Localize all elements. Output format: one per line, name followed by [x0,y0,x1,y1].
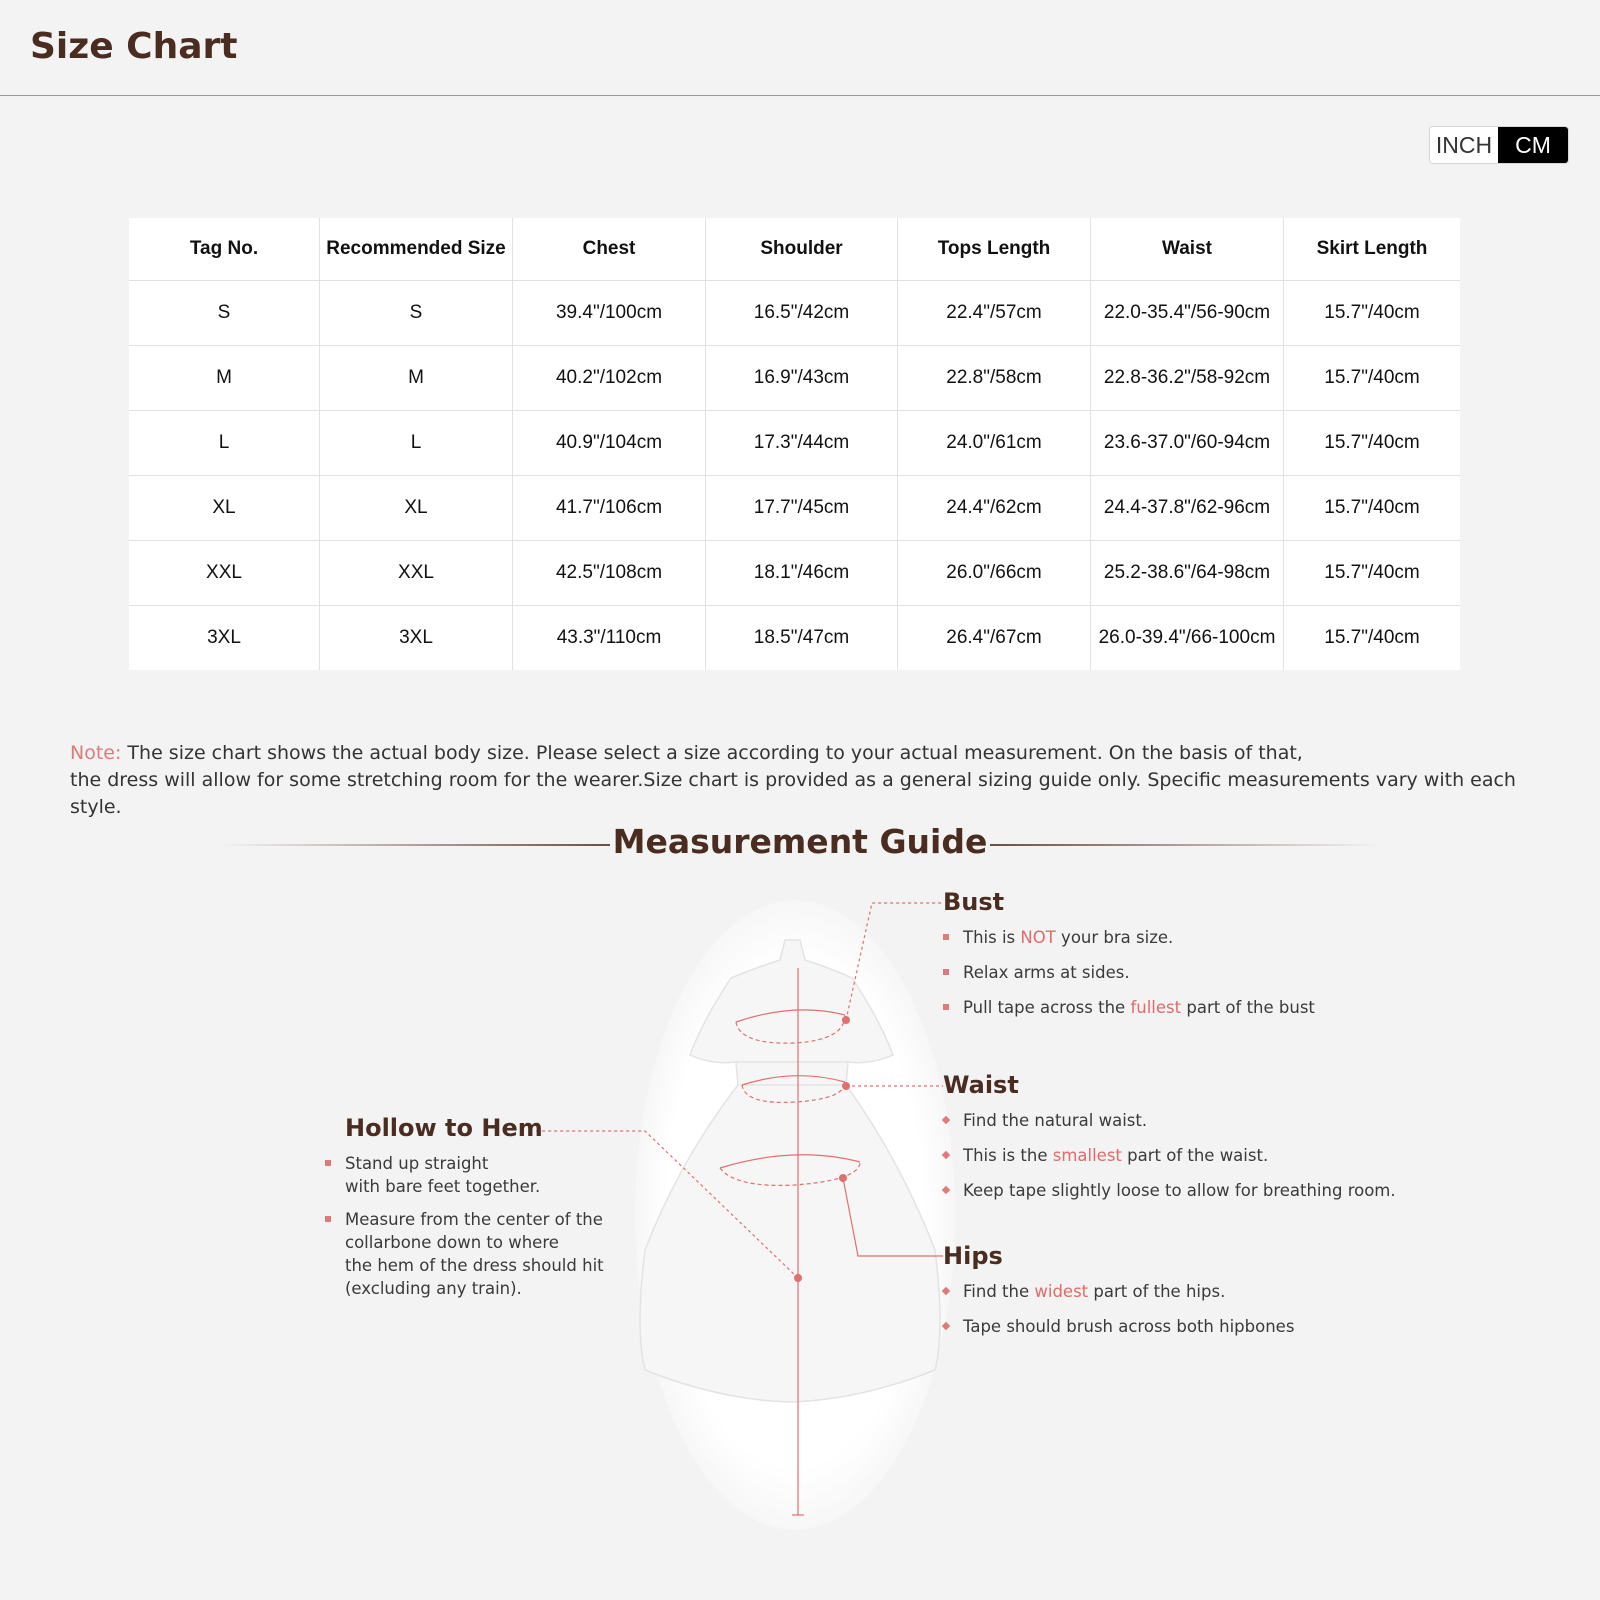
unit-inch-button[interactable]: INCH [1430,127,1498,163]
table-cell: 40.9"/104cm [513,411,706,476]
table-cell: S [129,281,320,346]
list-item: This is NOT your bra size. [943,926,1463,949]
table-cell: 39.4"/100cm [513,281,706,346]
bust-guide [943,888,1463,1031]
list-item: Stand up straight with bare feet together. [325,1152,625,1198]
table-cell: 16.9"/43cm [706,346,898,411]
list-item: Find the widest part of the hips. [943,1280,1463,1303]
list-item: Tape should brush across both hipbones [943,1315,1463,1338]
note-line-2: the dress will allow for some stretching room for the wearer.Size chart is provided as a general sizing guide only. Specific measurements vary with each style. [70,769,1516,818]
table-cell: 16.5"/42cm [706,281,898,346]
hips-list [943,1280,1463,1338]
table-cell: 24.0"/61cm [898,411,1091,476]
hollow-to-hem-title: Hollow to Hem [345,1114,543,1142]
note-line-1: The size chart shows the actual body size. Please select a size according to your actual measurement. On the basis of that, [121,742,1303,764]
list-item: Measure from the center of the collarbone down to where the hem of the dress should hit (excluding any train). [325,1208,625,1300]
hips-title: Hips [943,1242,1003,1270]
column-header: Recommended Size [320,218,513,281]
table-cell: 26.0-39.4"/66-100cm [1091,606,1284,671]
column-header: Tops Length [898,218,1091,281]
column-header: Skirt Length [1284,218,1461,281]
table-cell: M [320,346,513,411]
hollow-to-hem-guide [325,1114,625,1310]
waist-title: Waist [943,1071,1019,1099]
table-cell: XXL [320,541,513,606]
table-cell: 24.4"/62cm [898,476,1091,541]
list-item: Relax arms at sides. [943,961,1463,984]
table-cell: 17.7"/45cm [706,476,898,541]
table-cell: 24.4-37.8"/62-96cm [1091,476,1284,541]
table-cell: 18.5"/47cm [706,606,898,671]
table-cell: 23.6-37.0"/60-94cm [1091,411,1284,476]
page-title: Size Chart [30,26,238,67]
table-cell: 43.3"/110cm [513,606,706,671]
table-cell: M [129,346,320,411]
column-header: Shoulder [706,218,898,281]
table-cell: 22.0-35.4"/56-90cm [1091,281,1284,346]
table-cell: 25.2-38.6"/64-98cm [1091,541,1284,606]
hips-guide [943,1242,1463,1350]
table-cell: XXL [129,541,320,606]
column-header: Chest [513,218,706,281]
table-cell: XL [320,476,513,541]
column-header: Tag No. [129,218,320,281]
table-cell: 15.7"/40cm [1284,281,1461,346]
table-cell: 42.5"/108cm [513,541,706,606]
note-label: Note: [70,742,122,764]
table-cell: 15.7"/40cm [1284,541,1461,606]
table-cell: 18.1"/46cm [706,541,898,606]
table-cell: 15.7"/40cm [1284,346,1461,411]
table-cell: 22.8-36.2"/58-92cm [1091,346,1284,411]
list-item: Find the natural waist. [943,1109,1463,1132]
measurement-guide-title: Measurement Guide [612,822,988,861]
table-cell: L [320,411,513,476]
table-cell: L [129,411,320,476]
table-cell: 15.7"/40cm [1284,411,1461,476]
bust-list [943,926,1463,1019]
table-cell: 22.8"/58cm [898,346,1091,411]
table-cell: 26.4"/67cm [898,606,1091,671]
column-header: Waist [1091,218,1284,281]
bust-title: Bust [943,888,1005,916]
waist-guide [943,1071,1463,1214]
table-cell: 15.7"/40cm [1284,476,1461,541]
table-cell: 3XL [320,606,513,671]
table-cell: 40.2"/102cm [513,346,706,411]
list-item: Keep tape slightly loose to allow for breathing room. [943,1179,1463,1202]
table-cell: 17.3"/44cm [706,411,898,476]
table-cell: 26.0"/66cm [898,541,1091,606]
unit-cm-button[interactable]: CM [1498,127,1568,163]
table-cell: 22.4"/57cm [898,281,1091,346]
list-item: This is the smallest part of the waist. [943,1144,1463,1167]
table-cell: XL [129,476,320,541]
waist-list [943,1109,1463,1202]
hollow-to-hem-list [325,1152,625,1300]
table-cell: 15.7"/40cm [1324,627,1420,648]
table-cell: S [320,281,513,346]
table-cell: 3XL [129,606,320,671]
table-cell: 41.7"/106cm [513,476,706,541]
list-item: Pull tape across the fullest part of the bust [943,996,1463,1019]
